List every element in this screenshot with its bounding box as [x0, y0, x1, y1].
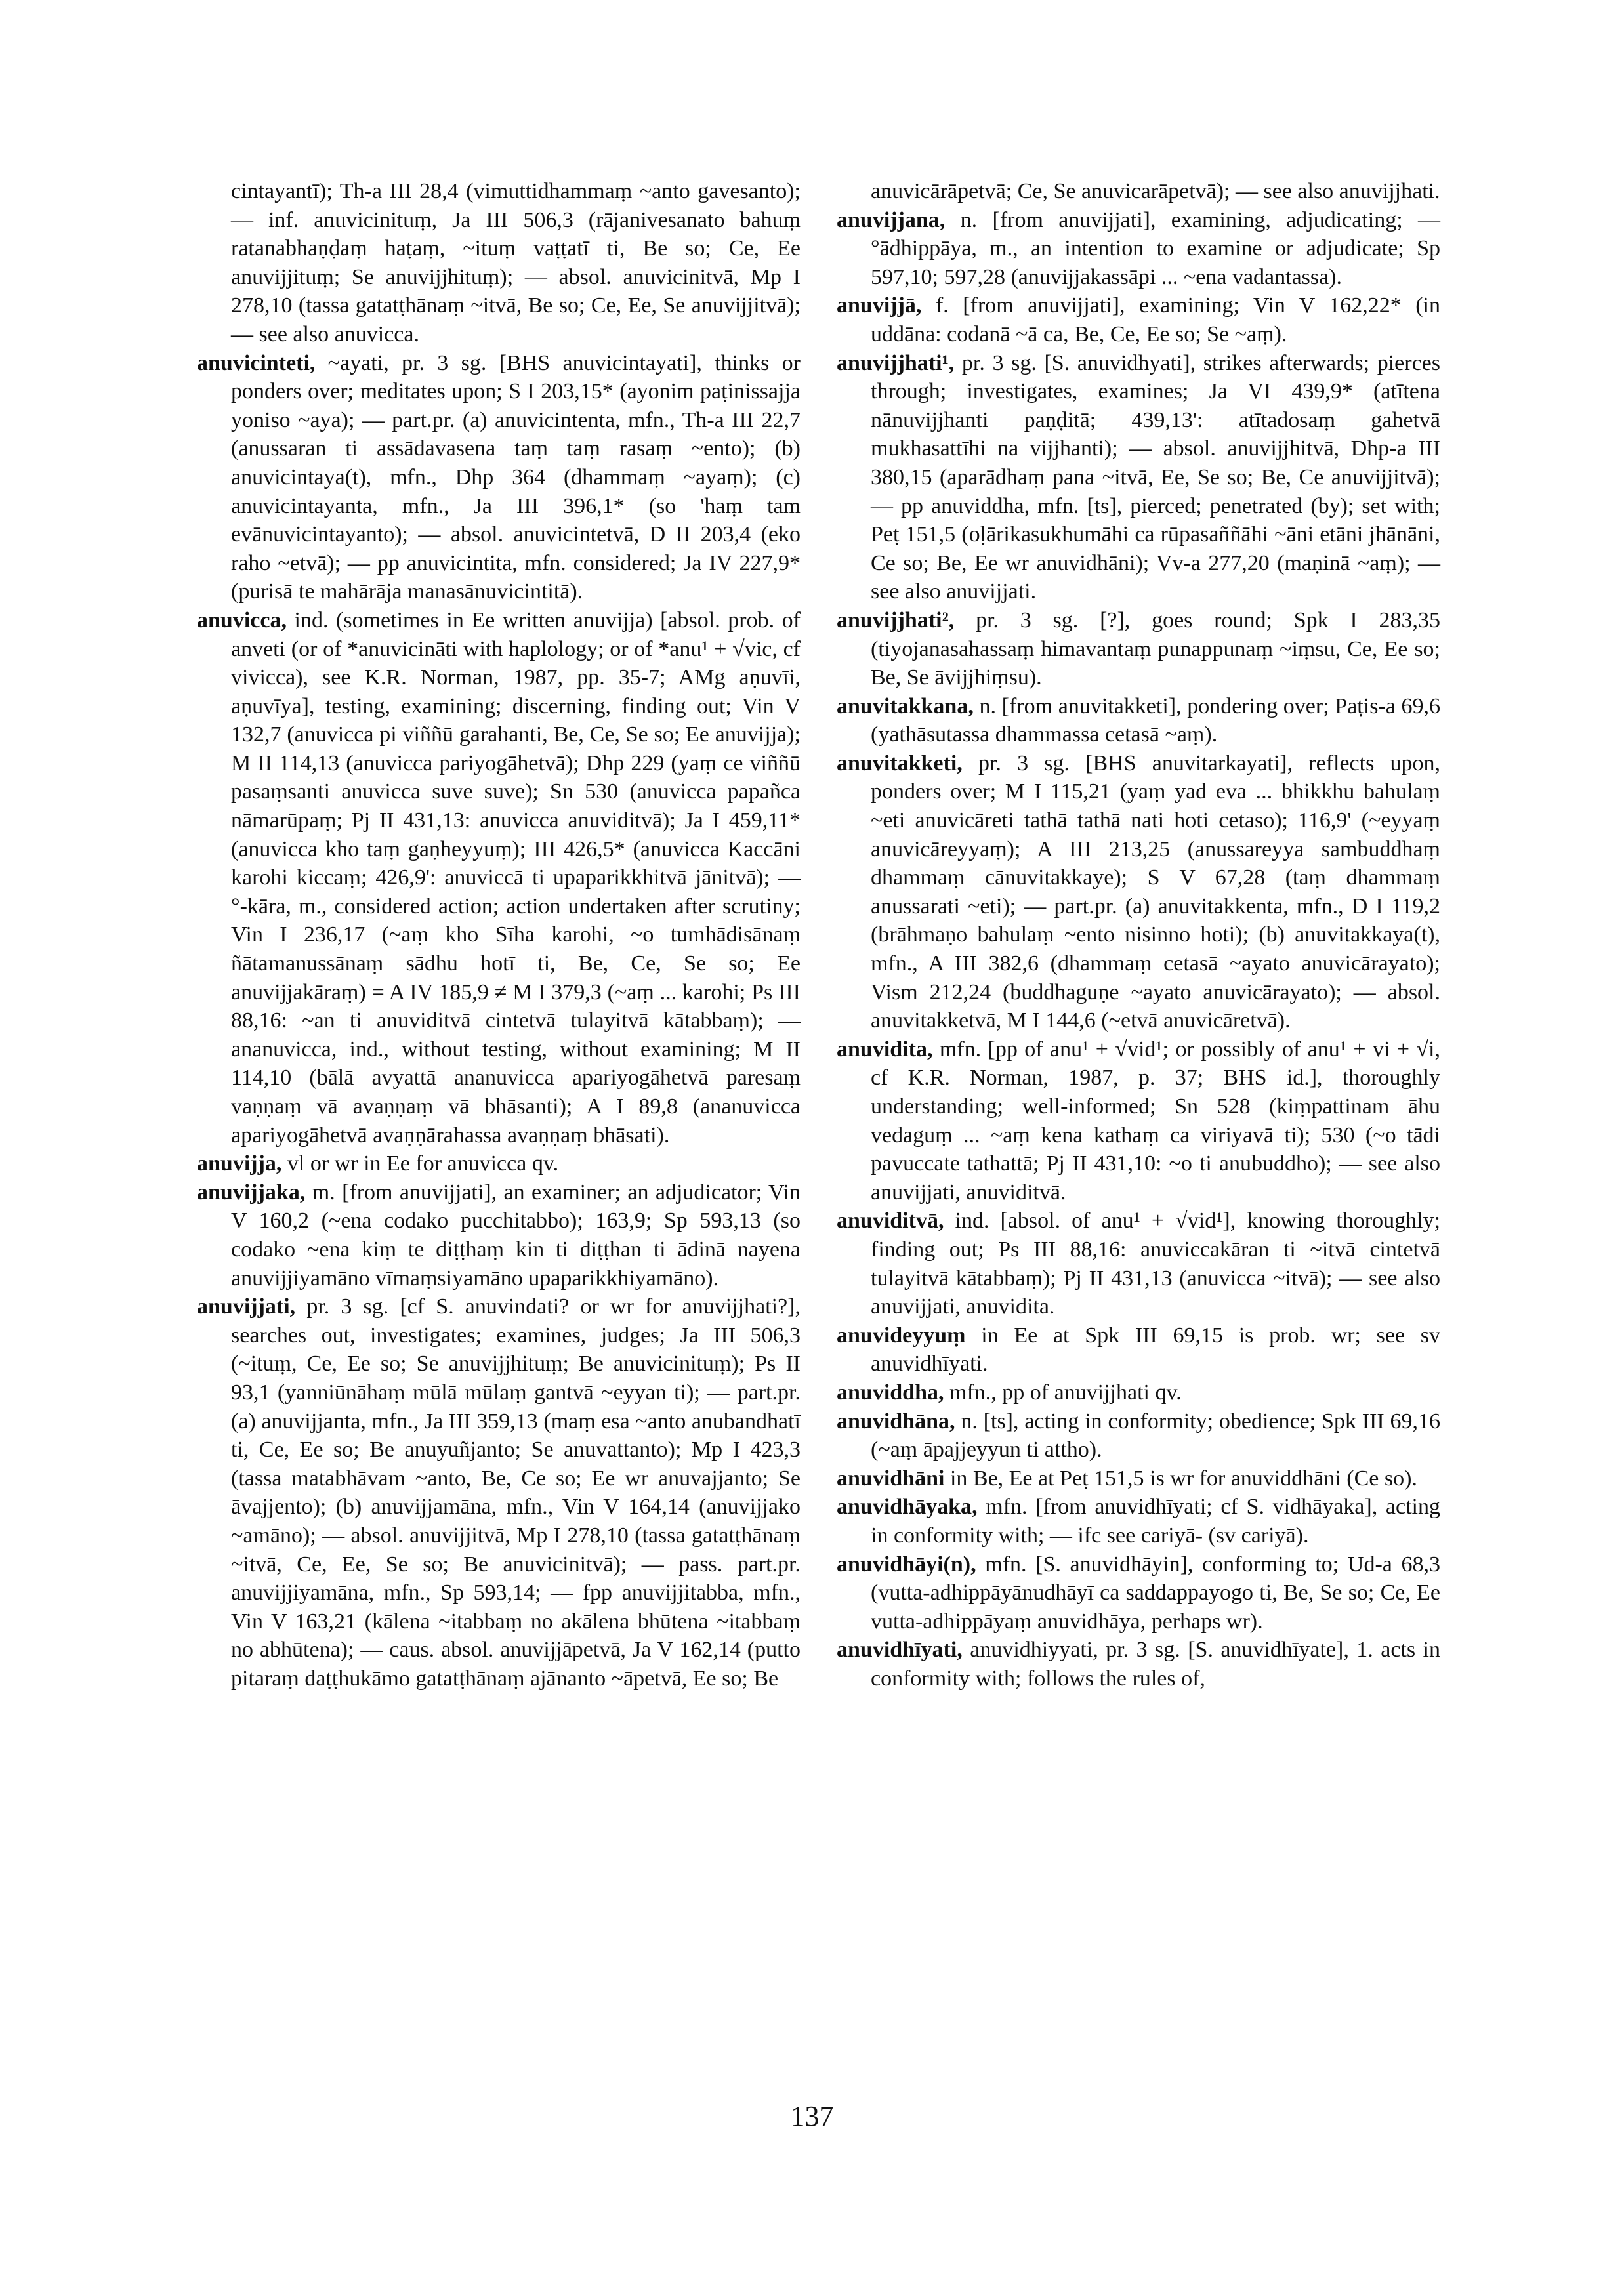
entry-text: n. [from anuvitakketi], pondering over; Paṭis-a 69,6 (yathāsutassa dhammassa cetasā ~aṃ).: [871, 693, 1440, 747]
headword: anuvicca,: [197, 608, 287, 632]
entry-text: vl or wr in Ee for anuvicca qv.: [287, 1151, 559, 1176]
entry-text: ind. [absol. of anu¹ + √vid¹], knowing thoroughly; finding out; Ps III 88,16: anuviccakāran ti ~itvā cintetvā tulayitvā kātabbaṃ); Pj II 431,13 (anuvicca ~itvā); — see also anuvijjati, anuvidita.: [871, 1209, 1440, 1319]
headword: anuvidhāyi(n),: [837, 1552, 976, 1577]
entry-text: n. [ts], acting in conformity; obedience; Spk III 69,16 (~aṃ āpajjeyyun ti attho).: [871, 1409, 1441, 1462]
right-column: [837, 177, 1440, 1693]
entry: [197, 349, 801, 606]
headword: anuvidhīyati,: [837, 1638, 963, 1663]
entry: [837, 1407, 1440, 1464]
headword: anuvijjati,: [197, 1294, 296, 1319]
entry: [837, 1636, 1440, 1693]
entry: [197, 606, 801, 1149]
entry-continuation: [197, 177, 801, 349]
entry-text: m. [from anuvijjati], an examiner; an adjudicator; Vin V 160,2 (~ena codako pucchitabbo); 163,9; Sp 593,13 (so codako ~ena kiṃ te diṭṭhaṃ kin ti diṭṭhan ti ādinā nayena anuvijjiyamāno vīmaṃsiyamāno upaparikkhiyamāno).: [231, 1180, 801, 1291]
headword: anuvidhāna,: [837, 1409, 955, 1434]
entry-text: mfn. [pp of anu¹ + √vid¹; or possibly of anu¹ + vi + √i, cf K.R. Norman, 1987, p. 37; BHS id.], thoroughly understanding; well-informed; Sn 528 (kiṃpattinam āhu vedaguṃ ... ~aṃ kena kathaṃ ca viriyavā ti); 530 (~o tādi pavuccate tathattā; Pj II 431,10: ~o ti anubuddho); — see also anuvijjati, anuviditvā.: [871, 1037, 1441, 1205]
entry-text: in Ee at Spk III 69,15 is prob. wr; see sv anuvidhīyati.: [871, 1323, 1441, 1376]
entry-text: ~ayati, pr. 3 sg. [BHS anuvicintayati], thinks or ponders over; meditates upon; S I 203,15* (ayonim paṭinissajja yoniso ~aya); — part.pr. (a) anuvicintenta, mfn., Th-a III 22,7 (anussaran ti assādavasena taṃ taṃ rasaṃ ~ento); (b) anuvicintaya(t), mfn., Dhp 364 (dhammaṃ ~ayaṃ); (c) anuvicintayanta, mfn., Ja III 396,1* (so 'haṃ tam evānuvicintayanto); — absol. anuvicintetvā, D II 203,4 (eko raho ~etvā); — pp anuvicintita, mfn. considered; Ja IV 227,9* (purisā te mahārāja manasānuvicintitā).: [231, 350, 801, 604]
headword: anuvijjaka,: [197, 1180, 306, 1205]
entry: [837, 749, 1440, 1035]
headword: anuvicinteti,: [197, 350, 316, 375]
entry-text: mfn. [S. anuvidhāyin], conforming to; Ud-a 68,3 (vutta-adhippāyānudhāyī ca saddappayogo ti, Be, Se so; Ce, Ee vutta-adhippāyaṃ anuvidhāya, perhaps wr).: [871, 1552, 1441, 1634]
headword: anuviddha,: [837, 1380, 944, 1405]
entry: [837, 1321, 1440, 1378]
entry: [197, 1178, 801, 1292]
entry-text: pr. 3 sg. [BHS anuvitarkayati], reflects upon, ponders over; M I 115,21 (yaṃ yad eva ... bhikkhu bahulaṃ ~eti anuvicāreti tathā tathā nati hoti cetaso); 116,9' (~eyyaṃ anuvicāreyyaṃ); A III 213,25 (anussareyya sambuddhaṃ dhammaṃ cānuvitakkaye); S V 67,28 (taṃ dhammaṃ anussarati ~eti); — part.pr. (a) anuvitakkenta, mfn., D I 119,2 (brāhmaṇo bahulaṃ ~ento nisinno hoti); (b) anuvitakkaya(t), mfn., A III 382,6 (dhammaṃ cetasā ~ayato anuvicārayato); Vism 212,24 (buddhaguṇe ~ayato anuvicārayato); — absol. anuvitakketvā, M I 144,6 (~etvā anuvicāretvā).: [871, 751, 1440, 1033]
entry: [197, 1149, 801, 1178]
entry-continuation: [837, 177, 1440, 206]
headword: anuvitakkana,: [837, 693, 974, 718]
headword: anuvideyyuṃ: [837, 1323, 966, 1348]
headword: anuvijjhati¹,: [837, 350, 955, 375]
headword: anuvijjā,: [837, 293, 922, 318]
entry: [837, 291, 1440, 348]
entry-text: mfn. [from anuvidhīyati; cf S. vidhāyaka], acting in conformity with; — ifc see cariyā- (sv cariyā).: [871, 1495, 1440, 1548]
headword: anuviditvā,: [837, 1209, 944, 1233]
entry-text: n. [from anuvijjati], examining, adjudicating; — °ādhippāya, m., an intention to examine or adjudicate; Sp 597,10; 597,28 (anuvijjakassāpi ... ~ena vadantassa).: [871, 207, 1440, 289]
entry-text: anuvidhiyyati, pr. 3 sg. [S. anuvidhīyate], 1. acts in conformity with; follows the rules of,: [871, 1638, 1440, 1691]
headword: anuvidita,: [837, 1037, 933, 1062]
entry-text: cintayantī); Th-a III 28,4 (vimuttidhammaṃ ~anto gavesanto); — inf. anuvicinituṃ, Ja III 506,3 (rājanivesanato bahuṃ ratanabhaṇḍaṃ haṭaṃ, ~ituṃ vaṭṭatī ti, Be so; Ce, Ee anuvijjituṃ; Se anuvijjhituṃ); — absol. anuvicinitvā, Mp I 278,10 (tassa gatatṭhānaṃ ~itvā, Be so; Ce, Ee, Se anuvijjitvā); — see also anuvicca.: [231, 179, 801, 346]
page-number: 137: [790, 2100, 834, 2132]
entry-text: pr. 3 sg. [cf S. anuvindati? or wr for anuvijjhati?], searches out, investigates; examines, judges; Ja III 506,3 (~ituṃ, Ce, Ee so; Se anuvijjhituṃ; Be anuvicinituṃ); Ps II 93,1 (yanniūnāhaṃ mūlā mūlaṃ gantvā ~eyyan ti); — part.pr. (a) anuvijjanta, mfn., Ja III 359,13 (maṃ esa ~anto anubandhatī ti, Ce, Ee so; Be anuyuñjanto; Se anuvattanto); Mp I 423,3 (tassa matabhāvam ~anto, Be, Ce so; Ee wr anuvajjanto; Se āvajjento); (b) anuvijjamāna, mfn., Vin V 164,14 (anuvijjako ~amāno); — absol. anuvijjitvā, Mp I 278,10 (tassa gatatṭhānaṃ ~itvā, Ce, Ee, Se so; Be anuvicinitvā); — pass. part.pr. anuvijjiyamāna, mfn., Sp 593,14; — fpp anuvijjitabba, mfn., Vin V 163,21 (kālena ~itabbaṃ no akālena bhūtena ~itabbaṃ no abhūtena); — caus. absol. anuvijjāpetvā, Ja V 162,14 (putto pitaraṃ daṭṭhukāmo gatatṭhānaṃ ajānanto ~āpetvā, Ee so; Be: [231, 1294, 801, 1691]
entry-text: pr. 3 sg. [?], goes round; Spk I 283,35 (tiyojanasahassaṃ himavantaṃ punappunaṃ ~iṃsu, Ce, Ee so; Be, Se āvijjhiṃsu).: [871, 608, 1440, 690]
entry-text: mfn., pp of anuvijjhati qv.: [949, 1380, 1182, 1405]
headword: anuvidhāni: [837, 1466, 945, 1491]
entry: [837, 1464, 1440, 1493]
entry: [837, 349, 1440, 606]
entry: [197, 1292, 801, 1693]
entry: [837, 1207, 1440, 1321]
entry: [837, 206, 1440, 292]
headword: anuvijjana,: [837, 207, 946, 232]
entry: [837, 606, 1440, 692]
entry: [837, 1035, 1440, 1207]
headword: anuvijja,: [197, 1151, 282, 1176]
entry-text: anuvicārāpetvā; Ce, Se anuvicarāpetvā); — see also anuvijjhati.: [871, 179, 1440, 203]
headword: anuvitakketi,: [837, 751, 963, 775]
entry-text: f. [from anuvijjati], examining; Vin V 162,22* (in uddāna: codanā ~ā ca, Be, Ce, Ee so; Se ~aṃ).: [871, 293, 1441, 346]
headword: anuvidhāyaka,: [837, 1495, 978, 1520]
entry: [837, 692, 1440, 749]
entry-text: in Be, Ee at Peṭ 151,5 is wr for anuviddhāni (Ce so).: [949, 1466, 1417, 1491]
headword: anuvijjhati²,: [837, 608, 955, 632]
entry: [837, 1550, 1440, 1636]
entry-text: ind. (sometimes in Ee written anuvijja) [absol. prob. of anveti (or of *anuvicināti with haplology; or of *anu¹ + √vic, cf vivicca), see K.R. Norman, 1987, pp. 35-7; AMg aṇuvīi, aṇuvīya], testing, examining; discerning, finding out; Vin V 132,7 (anuvicca pi viññū garahanti, Be, Ce, Se so; Ee anuvijja); M II 114,13 (anuvicca pariyogāhetvā); Dhp 229 (yaṃ ce viññū pasaṃsanti anuvicca suve suve); Sn 530 (anuvicca papañca nāmarūpaṃ; Pj II 431,13: anuvicca anuviditvā); Ja I 459,11* (anuvicca kho taṃ gaṇheyyuṃ); III 426,5* (anuvicca Kaccāni karohi kiccaṃ; 426,9': anuviccā ti upaparikkhitvā jānitvā); — °-kāra, m., considered action; action undertaken after scrutiny; Vin I 236,17 (~aṃ kho Sīha karohi, ~o tumhādisānaṃ ñātamanussānaṃ sādhu hotī ti, Be, Ce, Se so; Ee anuvijjakāraṃ) = A IV 185,9 ≠ M I 379,3 (~aṃ ... karohi; Ps III 88,16: ~an ti anuviditvā cintetvā tulayitvā kātabbaṃ); — ananuvicca, ind., without testing, without examining; M II 114,10 (bālā avyattā ananuvicca apariyogāhetvā paresaṃ vaṇṇaṃ vā avaṇṇaṃ vā bhāsanti); A I 89,8 (ananuvicca apariyogāhetvā avaṇṇārahassa avaṇṇaṃ bhāsati).: [231, 608, 801, 1148]
entry: [837, 1493, 1440, 1550]
entry: [837, 1378, 1440, 1407]
entry-text: pr. 3 sg. [S. anuvidhyati], strikes afterwards; pierces through; investigates, examines; Ja VI 439,9* (atītena nānuvijjhanti paṇḍitā; 439,13': atītadosaṃ gahetvā mukhasattīhi na vijjhanti); — absol. anuvijjhitvā, Dhp-a III 380,15 (aparādhaṃ pana ~itvā, Ee, Se so; Be, Ce anuvijjitvā); — pp anuviddha, mfn. [ts], pierced; penetrated (by); set with; Peṭ 151,5 (oḷārikasukhumāhi ca rūpasaññāhi ~āni etāni jhānāni, Ce so; Be, Ee wr anuvidhāni); Vv-a 277,20 (maṇinā ~aṃ); — see also anuvijjati.: [871, 350, 1440, 604]
left-column: [197, 177, 801, 1693]
